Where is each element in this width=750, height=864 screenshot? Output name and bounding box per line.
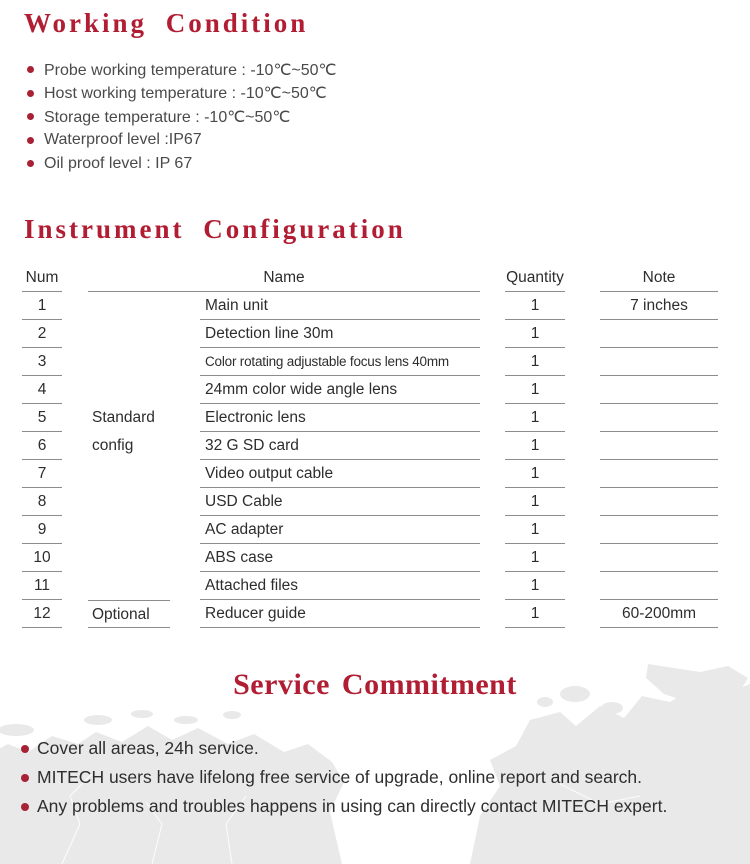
cell-group: config	[92, 437, 134, 454]
cell-group	[88, 516, 170, 544]
cell-name: Color rotating adjustable focus lens 40mm	[200, 348, 480, 376]
cell-name: Electronic lens	[200, 404, 480, 432]
cell-note	[600, 544, 718, 572]
cell-note	[600, 348, 718, 376]
cell-num: 10	[22, 544, 62, 572]
instrument-configuration-title: Instrument Configuration	[24, 214, 406, 244]
cell-name: Detection line 30m	[200, 320, 480, 348]
table-row	[0, 376, 750, 404]
cell-name: Main unit	[200, 292, 480, 320]
table-row	[0, 460, 750, 488]
list-item-text: MITECH users have lifelong free service of upgrade, online report and search.	[37, 767, 643, 787]
list-item-text: Cover all areas, 24h service.	[37, 738, 259, 758]
cell-group	[88, 544, 170, 572]
cell-num: 8	[22, 488, 62, 516]
cell-quantity: 1	[505, 376, 565, 404]
cell-note	[600, 488, 718, 516]
table-row	[0, 348, 750, 376]
header-name: Name	[88, 264, 480, 292]
cell-group	[88, 572, 170, 600]
configuration-table	[0, 264, 750, 628]
cell-quantity: 1	[505, 516, 565, 544]
cell-num: 3	[22, 348, 62, 376]
table-row	[0, 320, 750, 348]
table-row	[0, 432, 750, 460]
list-item	[21, 763, 667, 792]
cell-note	[600, 572, 718, 600]
bullet-icon	[21, 803, 29, 811]
list-item-text: Host working temperature : -10℃~50℃	[44, 85, 327, 103]
cell-group	[88, 376, 170, 404]
table-row	[0, 488, 750, 516]
table-header-row	[0, 264, 750, 292]
header-num: Num	[22, 264, 62, 292]
cell-num: 11	[22, 572, 62, 600]
service-commitment-list	[21, 734, 667, 821]
list-item	[27, 129, 337, 153]
bullet-icon	[21, 774, 29, 782]
bullet-icon	[21, 745, 29, 753]
cell-num: 4	[22, 376, 62, 404]
cell-note	[600, 376, 718, 404]
cell-note	[600, 516, 718, 544]
list-item	[27, 82, 337, 106]
cell-quantity: 1	[505, 544, 565, 572]
table-row	[0, 404, 750, 432]
cell-name: Attached files	[200, 572, 480, 600]
list-item-text: Storage temperature : -10℃~50℃	[44, 108, 291, 126]
list-item	[21, 792, 667, 821]
list-item	[27, 58, 337, 82]
cell-num: 12	[22, 600, 62, 628]
cell-note	[600, 432, 718, 460]
cell-num: 7	[22, 460, 62, 488]
cell-num: 1	[22, 292, 62, 320]
bullet-icon	[27, 66, 34, 73]
list-item	[27, 105, 337, 129]
cell-note: 60-200mm	[600, 600, 718, 628]
header-note: Note	[600, 264, 718, 292]
list-item-text: Any problems and troubles happens in using can directly contact MITECH expert.	[37, 796, 668, 816]
cell-quantity: 1	[505, 460, 565, 488]
cell-group	[88, 460, 170, 488]
cell-num: 2	[22, 320, 62, 348]
cell-group	[88, 320, 170, 348]
cell-name: 24mm color wide angle lens	[200, 376, 480, 404]
cell-num: 6	[22, 432, 62, 460]
cell-note	[600, 460, 718, 488]
table-row	[0, 544, 750, 572]
cell-name: 32 G SD card	[200, 432, 480, 460]
header-quantity: Quantity	[505, 264, 565, 292]
table-row	[0, 292, 750, 320]
list-item	[21, 734, 667, 763]
working-condition-title: Working Condition	[24, 8, 309, 38]
cell-group: Optional	[88, 600, 170, 628]
table-row	[0, 600, 750, 628]
cell-quantity: 1	[505, 432, 565, 460]
cell-name: USD Cable	[200, 488, 480, 516]
table-row	[0, 572, 750, 600]
cell-name: ABS case	[200, 544, 480, 572]
cell-quantity: 1	[505, 572, 565, 600]
cell-group	[88, 488, 170, 516]
cell-quantity: 1	[505, 404, 565, 432]
cell-name: Reducer guide	[200, 600, 480, 628]
working-condition-list	[27, 58, 337, 176]
cell-quantity: 1	[505, 348, 565, 376]
cell-group: Standard	[92, 409, 155, 426]
cell-quantity: 1	[505, 600, 565, 628]
cell-quantity: 1	[505, 292, 565, 320]
cell-name: AC adapter	[200, 516, 480, 544]
cell-note: 7 inches	[600, 292, 718, 320]
bullet-icon	[27, 113, 34, 120]
bullet-icon	[27, 90, 34, 97]
bullet-icon	[27, 137, 34, 144]
bullet-icon	[27, 160, 34, 167]
list-item-text: Probe working temperature : -10℃~50℃	[44, 61, 337, 79]
cell-note	[600, 320, 718, 348]
list-item-text: Oil proof level : IP 67	[44, 154, 193, 172]
cell-quantity: 1	[505, 488, 565, 516]
cell-name: Video output cable	[200, 460, 480, 488]
list-item-text: Waterproof level :IP67	[44, 131, 202, 149]
list-item	[27, 152, 337, 176]
cell-group	[88, 348, 170, 376]
cell-note	[600, 404, 718, 432]
cell-group	[88, 292, 170, 320]
cell-num: 9	[22, 516, 62, 544]
table-row	[0, 516, 750, 544]
cell-num: 5	[22, 404, 62, 432]
cell-quantity: 1	[505, 320, 565, 348]
service-commitment-title: Service Commitment	[233, 668, 517, 701]
